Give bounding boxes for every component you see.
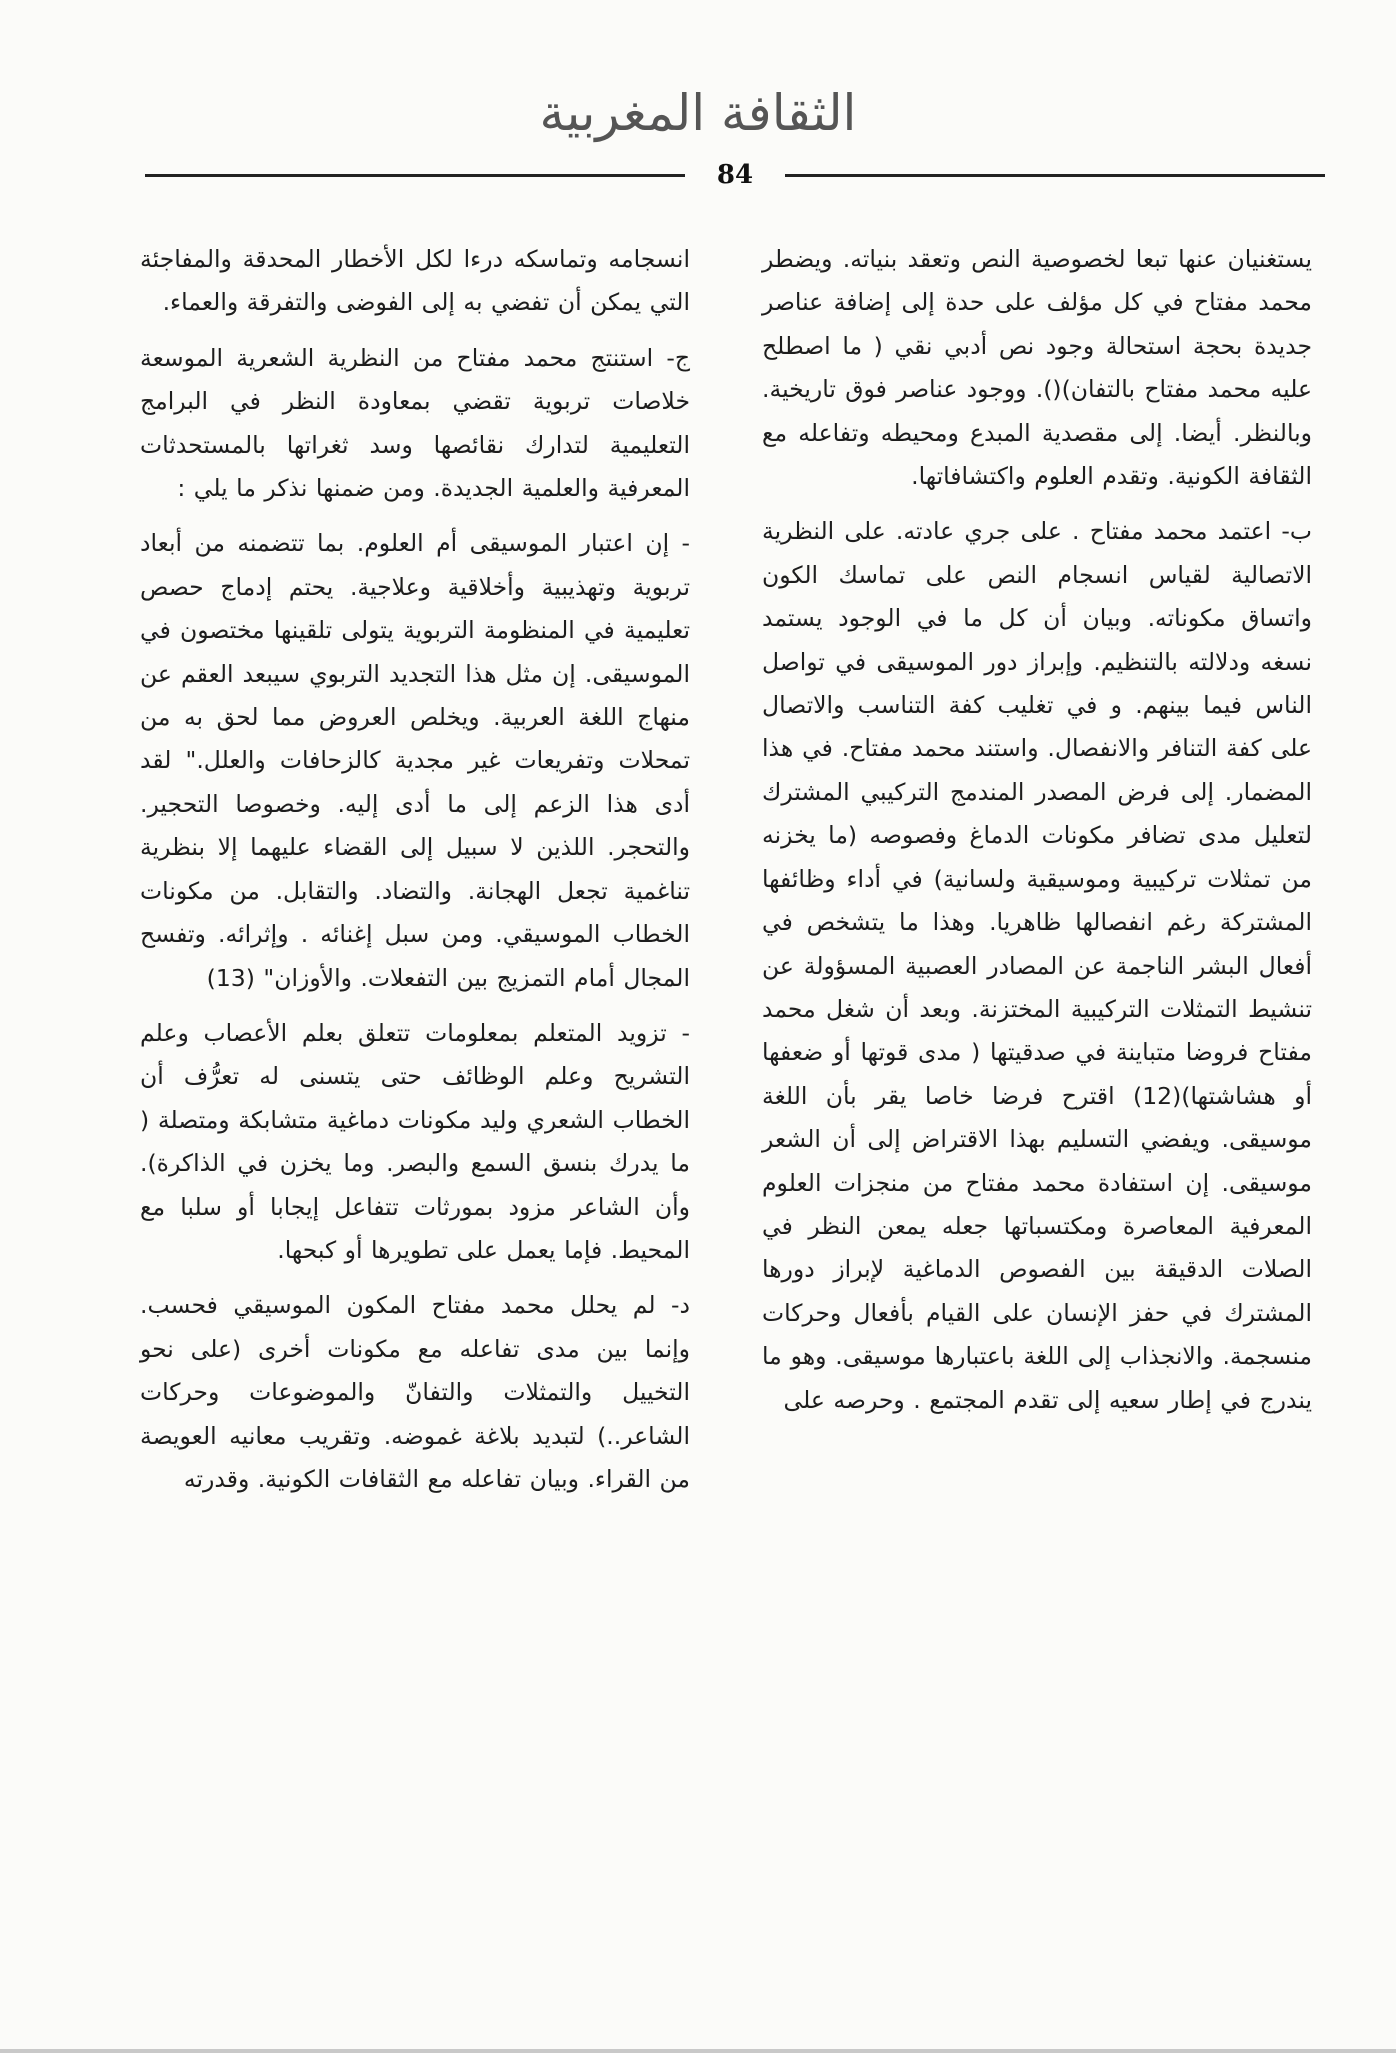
paragraph: يستغنيان عنها تبعا لخصوصية النص وتعقد بنياته. ويضطر محمد مفتاح في كل مؤلف على حدة إلى إضافة عناصر جديدة بحجة استحالة وجود نص أدبي نقي ( ما اصطلح عليه محمد مفتاح بالتفان)(). ووجود عناصر فوق تاريخية. وبالنظر. أيضا. إلى مقصدية المبدع ومحيطه وتفاعله مع الثقافة الكونية. وتقدم العلوم واكتشافاتها. xyxy=(762,245,1312,491)
paragraph: ب- اعتمد محمد مفتاح . على جري عادته. على النظرية الاتصالية لقياس انسجام النص على تماسك الكون واتساق مكوناته. وبيان أن كل ما في الوجود يستمد نسغه ودلالته بالتنظيم. وإبراز دور الموسيقى في تواصل الناس فيما بينهم. و في تغليب كفة التناسب والاتصال على كفة التنافر والانفصال. واستند محمد مفتاح. في هذا المضمار. إلى فرض المصدر المندمج التركيبي المشترك لتعليل مدى تضافر مكونات الدماغ وفصوصه (ما يخزنه من تمثلات تركيبية وموسيقية ولسانية) في أداء وظائفها المشتركة رغم انفصالها ظاهريا. وهذا ما يتشخص في أفعال البشر الناجمة عن المصادر العصبية المسؤولة عن تنشيط التمثلات التركيبية المختزنة. وبعد أن شغل محمد مفتاح فروضا متباينة في صدقيتها ( مدى قوتها أو ضعفها أو هشاشتها)(12) اقترح فرضا خاصا يقر بأن اللغة موسيقى. ويفضي التسليم بهذا الاقتراض إلى أن الشعر موسيقى. إن استفادة محمد مفتاح من منجزات العلوم المعرفية المعاصرة ومكتسباتها جعله يمعن النظر في الصلات الدقيقة بين الفصوص الدماغية لإبراز دورها المشترك في حفز الإنسان على القيام بأفعال وحركات منسجمة. والانجذاب إلى اللغة باعتبارها موسيقى. وهو ما يندرج في إطار سعيه إلى تقدم المجتمع . وحرصه على xyxy=(762,517,1312,1414)
header-rule-left xyxy=(145,174,685,177)
paragraph: د- لم يحلل محمد مفتاح المكون الموسيقي فحسب. وإنما بين مدى تفاعله مع مكونات أخرى (على نحو التخييل والتمثلات والتفانّ والموضوعات وحركات الشاعر..) لتبديد بلاغة غموضه. وتقريب معانيه العويصة من القراء. وبيان تفاعله مع الثقافات الكونية. وقدرته xyxy=(140,1291,690,1493)
paragraph: - تزويد المتعلم بمعلومات تتعلق بعلم الأعصاب وعلم التشريح وعلم الوظائف حتى يتسنى له تعرُّف أن الخطاب الشعري وليد مكونات دماغية متشابكة ومتصلة ( ما يدرك بنسق السمع والبصر. وما يخزن في الذاكرة). وأن الشاعر مزود بمورثات تتفاعل إيجابا أو سلبا مع المحيط. فإما يعمل على تطويرها أو كبحها. xyxy=(140,1018,690,1264)
page-number: 84 xyxy=(716,160,754,190)
page-bottom-edge xyxy=(0,2049,1396,2053)
paragraph: انسجامه وتماسكه درءا لكل الأخطار المحدقة والمفاجئة التي يمكن أن تفضي به إلى الفوضى والتفرقة والعماء. xyxy=(140,245,690,317)
header-rule-right xyxy=(785,174,1325,177)
journal-title: الثقافة المغربية xyxy=(539,84,857,142)
running-header xyxy=(0,84,1396,142)
paragraph: - إن اعتبار الموسيقى أم العلوم. بما تتضمنه من أبعاد تربوية وتهذيبية وأخلاقية وعلاجية. يحتم إدماج حصص تعليمية في المنظومة التربوية يتولى تلقينها مختصون في الموسيقى. إن مثل هذا التجديد التربوي سيبعد العقم عن منهاج اللغة العربية. ويخلص العروض مما لحق به من تمحلات وتفريعات غير مجدية كالزحافات والعلل." لقد أدى هذا الزعم إلى ما أدى إليه. وخصوصا التحجير. والتحجر. اللذين لا سبيل إلى القضاء عليهما إلا بنظرية تناغمية تجعل الهجانة. والتضاد. والتقابل. من مكونات الخطاب الموسيقي. ومن سبل إغنائه . وإثرائه. وتفسح المجال أمام التمزيج بين التفعلات. والأوزان" (13) xyxy=(140,529,690,992)
right-column xyxy=(762,238,1312,1422)
header-rule xyxy=(145,160,1325,190)
paragraph: ج- استنتج محمد مفتاح من النظرية الشعرية الموسعة خلاصات تربوية تقضي بمعاودة النظر في البرامج التعليمية لتدارك نقائصها وسد ثغراتها بالمستحدثات المعرفية والعلمية الجديدة. ومن ضمنها نذكر ما يلي : xyxy=(140,343,690,503)
left-column xyxy=(140,238,690,1501)
